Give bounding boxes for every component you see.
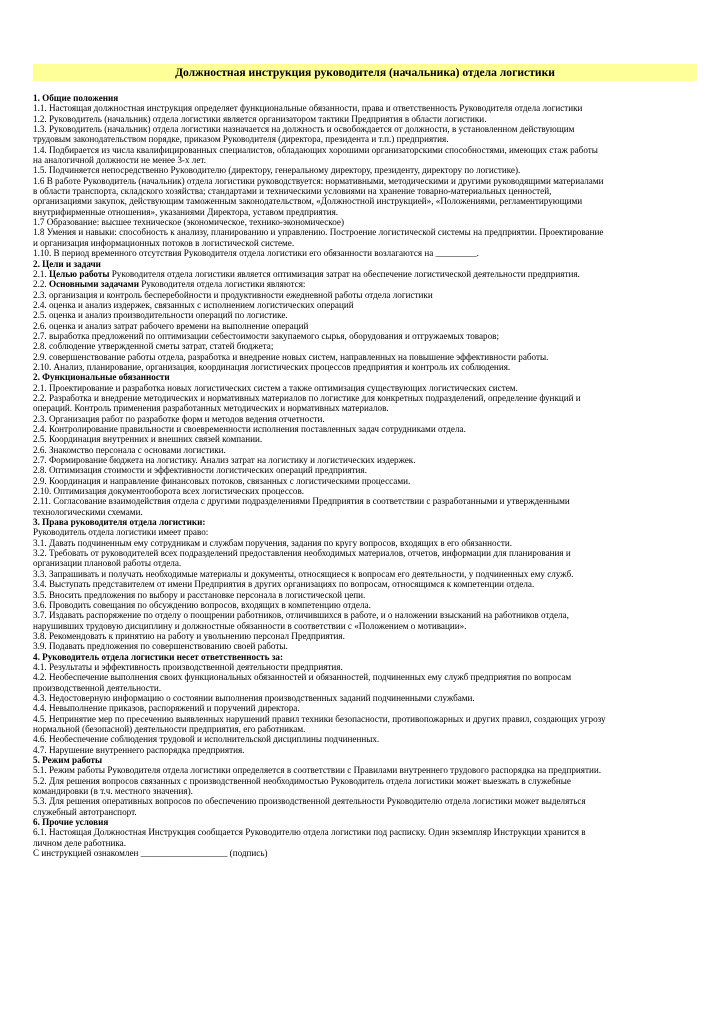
text-line (33, 641, 703, 651)
text-segment: 2.1. Проектирование и разработка новых логистических систем а также оптимизация существующих логистических систем. (33, 382, 518, 393)
text-segment: 3.6. Проводить совещания по обсуждению вопросов, входящих в компетенцию отдела. (33, 599, 371, 610)
text-line (33, 476, 703, 486)
text-segment: 3.8. Рекомендовать к принятию на работу и увольнению персонал Предприятия. (33, 630, 345, 641)
text-line (33, 848, 703, 858)
text-segment: 2.10. Анализ, планирование, организация, координация логистических процессов предприятия и контроль их соблюдения. (33, 361, 511, 372)
text-line (33, 724, 703, 734)
document-body (33, 93, 703, 858)
text-line (33, 734, 703, 744)
text-segment: командировки (в т.ч. местного значения). (33, 786, 193, 797)
text-segment: 4.6. Необеспечение соблюдения трудовой и исполнительской дисциплины подчиненных. (33, 734, 380, 745)
text-segment: нарушивших трудовую дисциплину и должностные обязанности в соответствии с «Положением о мотивации». (33, 620, 467, 631)
text-line (33, 486, 703, 496)
text-segment: 6.1. Настоящая Должностная Инструкция сообщается Руководителю отдела логистики под расписку. Один экземпляр Инструкции хранится в (33, 827, 586, 838)
text-line (33, 569, 703, 579)
text-segment: 4.3. Недостоверную информацию о состоянии выполнения производственных заданий подчиненными службами. (33, 692, 475, 703)
text-line (33, 279, 703, 289)
text-segment: 2.6. Знакомство персонала с основами логистики. (33, 444, 226, 455)
text-line (33, 176, 703, 186)
text-segment: служебный автотранспорт. (33, 806, 137, 817)
text-line (33, 776, 703, 786)
text-line (33, 321, 703, 331)
text-segment: в области транспорта, складского хозяйства; стандартами и техническими условиями на хранение товарно-материальных ценностей, (33, 186, 552, 197)
text-line (33, 703, 703, 713)
text-line (33, 745, 703, 755)
text-line (33, 124, 703, 134)
text-line (33, 579, 703, 589)
text-segment: операций. Контроль применения разработанных методических и нормативных материалов. (33, 403, 389, 414)
text-segment: 1.8 Умения и навыки: способность к анализу, планированию и управлению. Построение логистической системы на предприятии. Проектирование (33, 227, 604, 238)
text-line (33, 786, 703, 796)
text-segment: 4.4. Невыполнение приказов, распоряжений и поручений директора. (33, 703, 300, 714)
text-segment: 3.5. Вносить предложения по выбору и расстановке персонала в логистической цепи. (33, 589, 366, 600)
text-segment: 5.2. Для решения вопросов связанных с производственной необходимостью Руководитель отдела логистики может выезжать в служебные (33, 775, 571, 786)
text-line (33, 290, 703, 300)
text-segment: 1.1. Настоящая должностная инструкция определяет функциональные обязанности, права и ответственность Руководителя отдела логистики (33, 103, 583, 114)
text-segment: 2.9. Координация и направление финансовых потоков, связанных с логистическими процессами. (33, 475, 411, 486)
text-line (33, 424, 703, 434)
text-segment: 1.10. В период временного отсутствия Руководителя отдела логистики его обязанности возлагаются на _________. (33, 248, 479, 259)
text-segment: 3. Права руководителя отдела логистики: (33, 517, 206, 528)
text-segment: Руководителя отдела логистики является оптимизация затрат на обеспечение логистической деятельности предприятия. (109, 268, 580, 279)
text-segment: 3.7. Издавать распоряжение по отделу о поощрении работников, отличившихся в работе, и о наложении взысканий на работников отдела, (33, 610, 569, 621)
text-segment: 2.5. Координация внутренних и внешних связей компании. (33, 434, 263, 445)
text-segment: 2.3. Организация работ по разработке форм и методов ведения отчетности. (33, 413, 325, 424)
text-line (33, 838, 703, 848)
text-segment: организациями закупок, действующим таможенным законодательством, «Должностной инструкцией», «Положениями, регламентирующими (33, 196, 583, 207)
text-segment: 1. Общие положения (33, 93, 119, 103)
text-line (33, 362, 703, 372)
text-line (33, 817, 703, 827)
text-segment: 2.3. организация и контроль бесперебойности и продуктивности ежедневной работы отдела логистики (33, 289, 433, 300)
text-segment: 2.7. Формирование бюджета на логистику. Анализ затрат на логистику и логистических издержек. (33, 455, 416, 466)
text-line (33, 434, 703, 444)
text-segment: 5.3. Для решения оперативных вопросов по обеспечению производственной деятельности Руководителю отдела логистики может выделяться (33, 796, 586, 807)
text-line (33, 103, 703, 113)
text-segment: 4.7. Нарушение внутреннего распорядка предприятия. (33, 744, 245, 755)
text-line (33, 683, 703, 693)
text-line (33, 631, 703, 641)
text-segment: 2.11. Согласование взаимодействия отдела с другими подразделениями Предприятия в соответствии с разработанными и утвержденными (33, 496, 570, 507)
text-segment: 2. Функциональные обязанности (33, 372, 170, 383)
text-line (33, 538, 703, 548)
text-segment: внутрифирменные отношения», указаниями Директора, уставом предприятия. (33, 206, 339, 217)
text-segment: производственной деятельности. (33, 682, 162, 693)
text-segment: 2.7. выработка предложений по оптимизации себестоимости закупаемого сырья, оборудования и отгружаемых товаров; (33, 330, 499, 341)
text-line (33, 383, 703, 393)
text-segment: 2.4. Контролирование правильности и своевременности исполнения поставленных задач сотрудниками отдела. (33, 424, 466, 434)
text-line (33, 114, 703, 124)
text-segment: 2. Цели и задачи (33, 258, 101, 269)
text-segment: 2.8. Оптимизация стоимости и эффективности логистических операций предприятия. (33, 465, 367, 476)
text-segment: 1.3. Руководитель (начальник) отдела логистики назначается на должность и освобождается от должности, в установленном действующим (33, 124, 575, 135)
text-line (33, 807, 703, 817)
text-line (33, 796, 703, 806)
text-line (33, 248, 703, 258)
text-line (33, 414, 703, 424)
text-segment: 1.4. Подбирается из числа квалифицированных специалистов, обладающих хорошими организаторскими способностями, имеющих стаж работы (33, 144, 598, 155)
text-line (33, 610, 703, 620)
text-line (33, 548, 703, 558)
text-segment: 2.10. Оптимизация документооборота всех логистических процессов. (33, 486, 305, 497)
text-line (33, 227, 703, 237)
text-segment: 4.2. Необеспечение выполнения своих функциональных обязанностей и обязанностей, подчиненных ему служб предприятия по вопросам (33, 672, 572, 683)
text-line (33, 165, 703, 175)
text-segment: личном деле работника. (33, 837, 127, 848)
text-line (33, 672, 703, 682)
text-line (33, 621, 703, 631)
text-line (33, 341, 703, 351)
text-line (33, 765, 703, 775)
text-segment: 6. Прочие условия (33, 817, 109, 828)
text-segment: 1.5. Подчиняется непосредственно Руководителю (директору, генеральному директору, президенту, директору по логистике). (33, 165, 521, 176)
text-line (33, 652, 703, 662)
text-segment: 2.8. соблюдение утвержденной сметы затрат, статей бюджета; (33, 341, 274, 352)
text-line (33, 755, 703, 765)
text-segment: Руководителя отдела логистики являются: (139, 279, 306, 290)
text-line (33, 600, 703, 610)
text-line (33, 217, 703, 227)
text-line (33, 207, 703, 217)
document-title: Должностная инструкция руководителя (начальника) отдела логистики (33, 64, 697, 81)
text-segment: Целью работы (48, 268, 110, 279)
text-line (33, 155, 703, 165)
text-line (33, 269, 703, 279)
text-line (33, 714, 703, 724)
text-segment: 1.7 Образование: высшее техническое (экономическое, технико-экономическое) (33, 217, 344, 228)
text-segment: организации плановой работы отдела. (33, 558, 182, 569)
text-segment: 2.9. совершенствование работы отдела, разработка и внедрение новых систем, направленных на повышение эффективности работы. (33, 351, 549, 362)
text-line (33, 352, 703, 362)
text-segment: 5. Режим работы (33, 755, 103, 765)
text-segment: 1.2. Руководитель (начальник) отдела логистики является организатором тактики Предприятия в области логистики. (33, 113, 487, 124)
text-line (33, 827, 703, 837)
text-segment: на аналогичной должности не менее 3-х лет. (33, 155, 206, 166)
text-segment: 4.1. Результаты и эффективность производственной деятельности предприятия. (33, 661, 343, 672)
text-line (33, 331, 703, 341)
text-segment: С инструкцией ознакомлен ___________________ (подпись) (33, 848, 268, 859)
text-segment: 3.3. Запрашивать и получать необходимые материалы и документы, относящиеся к вопросам его деятельности, у подчиненных ему служб. (33, 568, 574, 579)
text-segment: 5.1. Режим работы Руководителя отдела логистики определяется в соответствии с Правилами внутреннего трудового распорядка на предприятии. (33, 765, 602, 776)
text-segment: 3.4. Выступать представителем от имени Предприятия в других организациях по вопросам, относящимся к компетенции отдела. (33, 579, 535, 590)
text-line (33, 145, 703, 155)
text-line (33, 372, 703, 382)
text-segment: 2.1. (33, 268, 49, 279)
text-line (33, 134, 703, 144)
text-segment: 3.2. Требовать от руководителей всех подразделений предоставления необходимых материалов, отчетов, информации для планирования и (33, 548, 571, 559)
text-line (33, 465, 703, 475)
text-line (33, 238, 703, 248)
text-line (33, 662, 703, 672)
text-segment: 2.4. оценка и анализ издержек, связанных с исполнением логистических операций (33, 299, 354, 310)
text-segment: 2.2. (33, 279, 49, 290)
text-segment: 2.2. Разработка и внедрение методических и нормативных материалов по логистике для конкретных подразделений, определение функций и (33, 392, 581, 403)
text-segment: 1.6 В работе Руководитель (начальник) отдела логистики руководствуется: нормативными, методическими и другими руководящими материалами (33, 175, 604, 186)
text-line (33, 590, 703, 600)
text-line (33, 527, 703, 537)
text-line (33, 93, 703, 103)
text-segment: 3.1. Давать подчиненным ему сотрудникам и службам поручения, задания по кругу вопросов, входящих в его обязанности. (33, 537, 512, 548)
text-line (33, 403, 703, 413)
text-line (33, 558, 703, 568)
text-line (33, 445, 703, 455)
text-line (33, 310, 703, 320)
text-line (33, 693, 703, 703)
text-segment: 4. Руководитель отдела логистики несет ответственность за: (33, 651, 284, 662)
text-segment: 3.9. Подавать предложения по совершенствованию своей работы. (33, 641, 288, 652)
text-line (33, 393, 703, 403)
text-segment: и организация информационных потоков в логистической системе. (33, 237, 295, 248)
text-line (33, 259, 703, 269)
text-segment: нормальной (безопасной) деятельности предприятия, его работникам. (33, 723, 306, 734)
text-segment: 2.5. оценка и анализ производительности операций по логистике. (33, 310, 288, 321)
text-segment: Руководитель отдела логистики имеет право: (33, 527, 209, 538)
text-segment: 4.5. Непринятие мер по пресечению выявленных нарушений правил техники безопасности, противопожарных и других правил, создающих угрозу (33, 713, 606, 724)
text-segment: технологическими схемами. (33, 506, 143, 517)
text-line (33, 196, 703, 206)
text-line (33, 186, 703, 196)
text-line (33, 507, 703, 517)
text-line (33, 300, 703, 310)
text-line (33, 496, 703, 506)
text-segment: трудовым законодательством порядке, приказом Руководителя (директора, президента и т.п.) предприятия. (33, 134, 449, 145)
text-segment: Основными задачами (48, 279, 139, 290)
text-segment: 2.6. оценка и анализ затрат рабочего времени на выполнение операций (33, 320, 309, 331)
text-line (33, 517, 703, 527)
text-line (33, 455, 703, 465)
